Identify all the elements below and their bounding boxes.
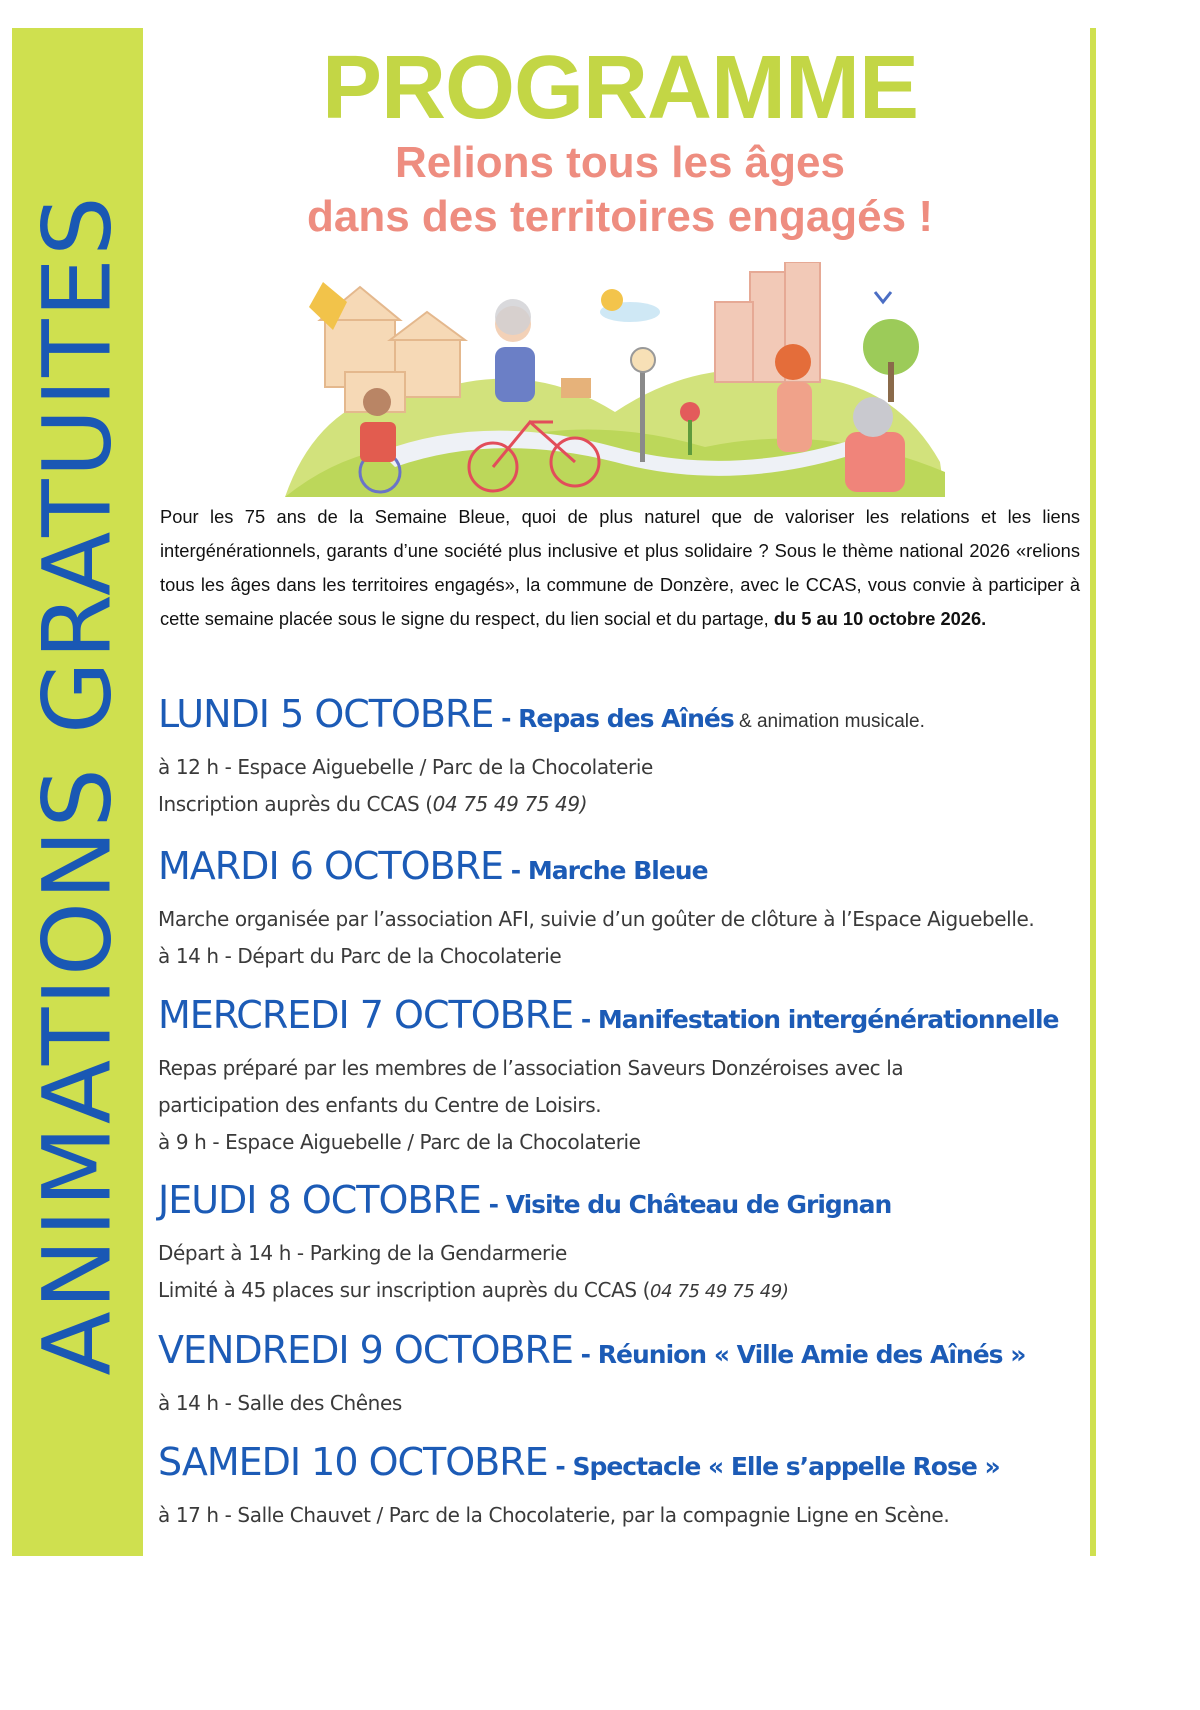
event-heading — [158, 1436, 1088, 1497]
event-phone: 04 75 49 75 49) — [432, 792, 588, 816]
event-detail: à 17 h - Salle Chauvet / Parc de la Chocolaterie, par la compagnie Ligne en Scène. — [158, 1503, 950, 1527]
event-detail: Marche organisée par l’association AFI, suivie d’un goûter de clôture à l’Espace Aiguebelle. — [158, 907, 1035, 931]
event-day: JEUDI 8 OCTOBRE — [158, 1178, 481, 1222]
event-detail — [158, 786, 1088, 823]
right-border-line — [1090, 28, 1096, 1556]
event-mardi — [158, 840, 1088, 975]
event-title: Visite du Château de Grignan — [505, 1190, 892, 1219]
event-samedi — [158, 1436, 1088, 1534]
event-detail: Repas préparé par les membres de l’association Saveurs Donzéroises avec la — [158, 1056, 904, 1080]
event-separator: - — [480, 1190, 506, 1219]
event-jeudi — [158, 1174, 1088, 1310]
event-separator: - — [572, 1340, 598, 1369]
event-heading — [158, 840, 1088, 901]
event-detail — [158, 1272, 1088, 1310]
event-extra: & animation musicale. — [733, 711, 925, 732]
event-vendredi — [158, 1324, 1088, 1422]
event-detail-text: Limité à 45 places sur inscription auprès du CCAS ( — [158, 1278, 651, 1302]
event-phone: 04 75 49 75 49) — [650, 1281, 789, 1302]
event-detail: à 14 h - Salle des Chênes — [158, 1391, 402, 1415]
subtitle-line-1: Relions tous les âges — [395, 138, 845, 187]
event-separator: - — [573, 1005, 598, 1034]
event-day: MERCREDI 7 OCTOBRE — [158, 993, 574, 1037]
intro-dates: du 5 au 10 octobre 2026. — [773, 608, 987, 629]
subtitle-line-2: dans des territoires engagés ! — [307, 192, 933, 241]
event-detail-text: Inscription auprès du CCAS ( — [158, 792, 433, 816]
event-detail: à 14 h - Départ du Parc de la Chocolaterie — [158, 944, 562, 968]
event-title: Marche Bleue — [527, 856, 708, 885]
event-title: Repas des Aînés — [518, 704, 734, 733]
event-day: MARDI 6 OCTOBRE — [158, 844, 504, 888]
intro-text: Pour les 75 ans de la Semaine Bleue, quoi de plus naturel que de valoriser les relations et les liens intergénérationnels, garants d’une société plus inclusive et plus solidaire ? Sous le thème national 2026 «relions tous les âges dans les territoires engagés», la commune de Donzère, avec le CCAS, vous convie à participer à cette semaine placée sous le signe du respect, du lien social et du partage, — [160, 506, 1080, 629]
page-title: PROGRAMME — [322, 38, 918, 138]
page-subtitle — [155, 136, 1085, 244]
event-title: Spectacle « Elle s’appelle Rose » — [572, 1452, 1000, 1481]
intergenerational-illustration — [285, 262, 945, 497]
event-lundi — [158, 688, 1088, 823]
event-detail: Départ à 14 h - Parking de la Gendarmerie — [158, 1241, 567, 1265]
event-detail: à 9 h - Espace Aiguebelle / Parc de la Chocolaterie — [158, 1130, 641, 1154]
event-mercredi — [158, 989, 1088, 1161]
event-day: SAMEDI 10 OCTOBRE — [158, 1440, 548, 1484]
event-day: LUNDI 5 OCTOBRE — [158, 692, 494, 736]
event-heading — [158, 688, 1088, 749]
intro-paragraph — [160, 500, 1080, 636]
event-heading — [158, 1324, 1088, 1385]
event-day: VENDREDI 9 OCTOBRE — [158, 1328, 573, 1372]
event-detail: à 12 h - Espace Aiguebelle / Parc de la Chocolaterie — [158, 755, 653, 779]
event-title: Réunion « Ville Amie des Aînés » — [597, 1340, 1026, 1369]
event-separator: - — [503, 856, 528, 885]
event-separator: - — [493, 704, 519, 733]
event-separator: - — [547, 1452, 573, 1481]
event-heading — [158, 989, 1088, 1050]
side-title: ANIMATIONS GRATUITES — [23, 194, 133, 1376]
event-title: Manifestation intergénérationnelle — [597, 1005, 1059, 1034]
event-detail: participation des enfants du Centre de Loisirs. — [158, 1093, 602, 1117]
event-heading — [158, 1174, 1088, 1235]
